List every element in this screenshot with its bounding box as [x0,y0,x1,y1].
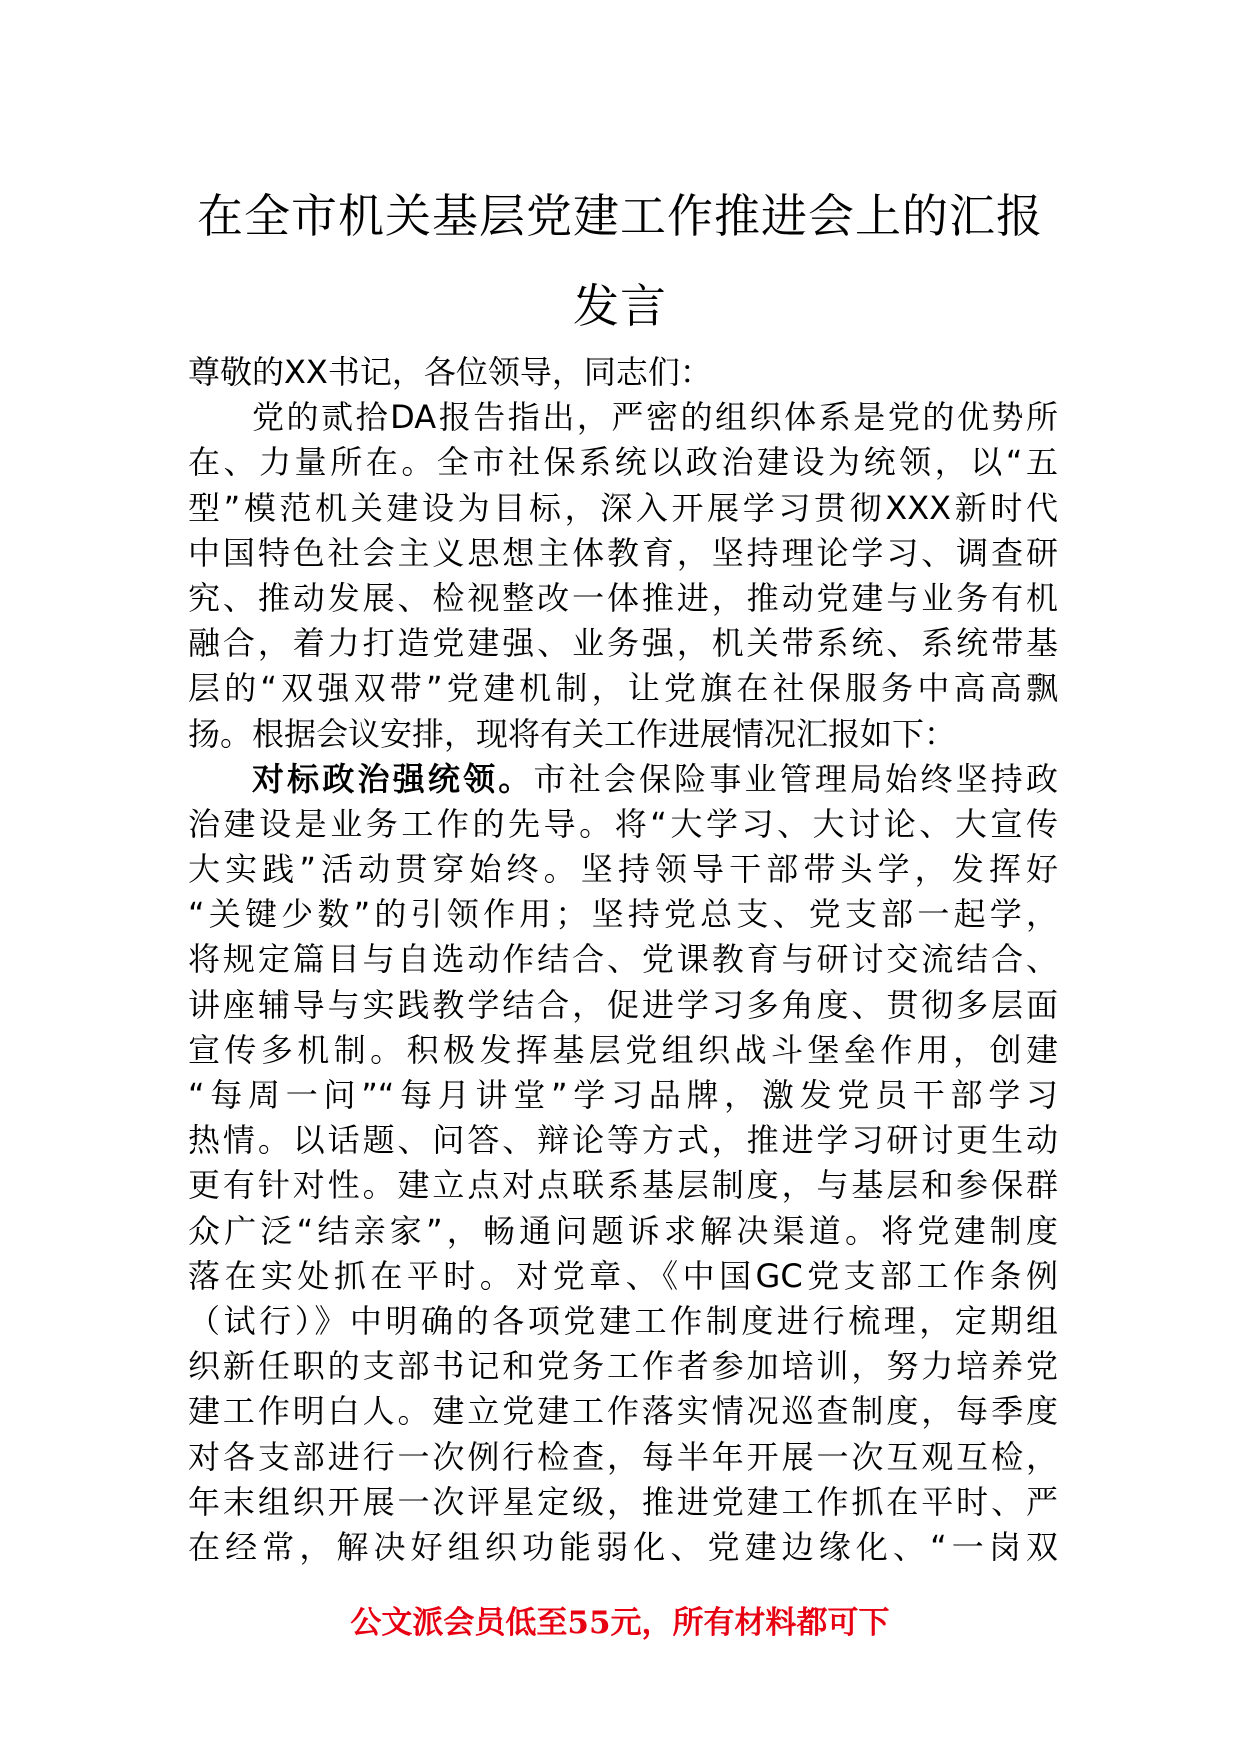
paragraph-2-line: 治建设是业务工作的先导。将“大学习、大讨论、大宣传 [188,804,1058,843]
paragraph-2-line: 众广泛“结亲家”，畅通问题诉求解决渠道。将党建制度 [188,1211,1058,1250]
paragraph-2 [188,757,1058,1570]
paragraph-2-line: 将规定篇目与自选动作结合、党课教育与研讨交流结合、 [188,940,1058,979]
paragraph-1-line: 究、推动发展、检视整改一体推进，推动党建与业务有机 [188,578,1058,617]
paragraph-2-line: “关键少数”的引领作用；坚持党总支、党支部一起学， [188,895,1058,934]
document-title-line-1: 在全市机关基层党建工作推进会上的汇报 [197,189,1043,243]
paragraph-2-heading: 对标政治强统领。 [252,759,534,798]
paragraph-1-line: 在、力量所在。全市社保系统以政治建设为统领，以“五 [188,443,1058,482]
paragraph-2-line: （试行）》中明确的各项党建工作制度进行梳理，定期组 [188,1301,1058,1340]
paragraph-2-line: 织新任职的支部书记和党务工作者参加培训，努力培养党 [188,1347,1058,1386]
paragraph-2-line: 更有针对性。建立点对点联系基层制度，与基层和参保群 [188,1166,1058,1205]
paragraph-2-line: “每周一问”“每月讲堂”学习品牌，激发党员干部学习 [188,1076,1058,1114]
paragraph-1-line: 党的贰拾DA报告指出，严密的组织体系是党的优势所 [252,398,1058,437]
paragraph-2-first-line [188,757,1058,802]
paragraph-2-line: 年末组织开展一次评星定级，推进党建工作抓在平时、严 [188,1482,1058,1521]
paragraph-2-line: 建工作明白人。建立党建工作落实情况巡查制度，每季度 [188,1392,1058,1431]
salutation: 尊敬的XX书记，各位领导，同志们： [188,353,712,391]
paragraph-2-line: 对各支部进行一次例行检查，每半年开展一次互观互检， [188,1437,1058,1476]
document-title-line-2: 发言 [573,279,667,333]
paragraph-1-line: 层的“双强双带”党建机制，让党旗在社保服务中高高飘 [188,669,1058,708]
paragraph-1-line: 型”模范机关建设为目标，深入开展学习贯彻XXX新时代 [188,488,1058,527]
paragraph-2-line: 讲座辅导与实践教学结合，促进学习多角度、贯彻多层面 [188,985,1058,1024]
paragraph-2-line: 大实践”活动贯穿始终。坚持领导干部带头学，发挥好 [188,850,1058,889]
paragraph-2-line: 热情。以话题、问答、辩论等方式，推进学习研讨更生动 [188,1121,1058,1160]
paragraph-2-first-line-rest: 市社会保险事业管理局始终坚持政 [533,759,1058,798]
paragraph-1-line: 扬。根据会议安排，现将有关工作进展情况汇报如下： [188,714,957,753]
paragraph-2-line: 在经常，解决好组织功能弱化、党建边缘化、“一岗双 [188,1527,1058,1566]
document-body [188,350,1058,1570]
footer-promo-note: 公文派会员低至55元，所有材料都可下 [350,1605,890,1641]
paragraph-2-line: 落在实处抓在平时。对党章、《中国GC党支部工作条例 [188,1256,1058,1295]
paragraph-1-line: 融合，着力打造党建强、业务强，机关带系统、系统带基 [188,624,1058,663]
paragraph-1 [188,395,1058,757]
paragraph-1-line: 中国特色社会主义思想主体教育，坚持理论学习、调查研 [188,533,1058,572]
paragraph-2-line: 宣传多机制。积极发挥基层党组织战斗堡垒作用，创建 [188,1030,1058,1069]
